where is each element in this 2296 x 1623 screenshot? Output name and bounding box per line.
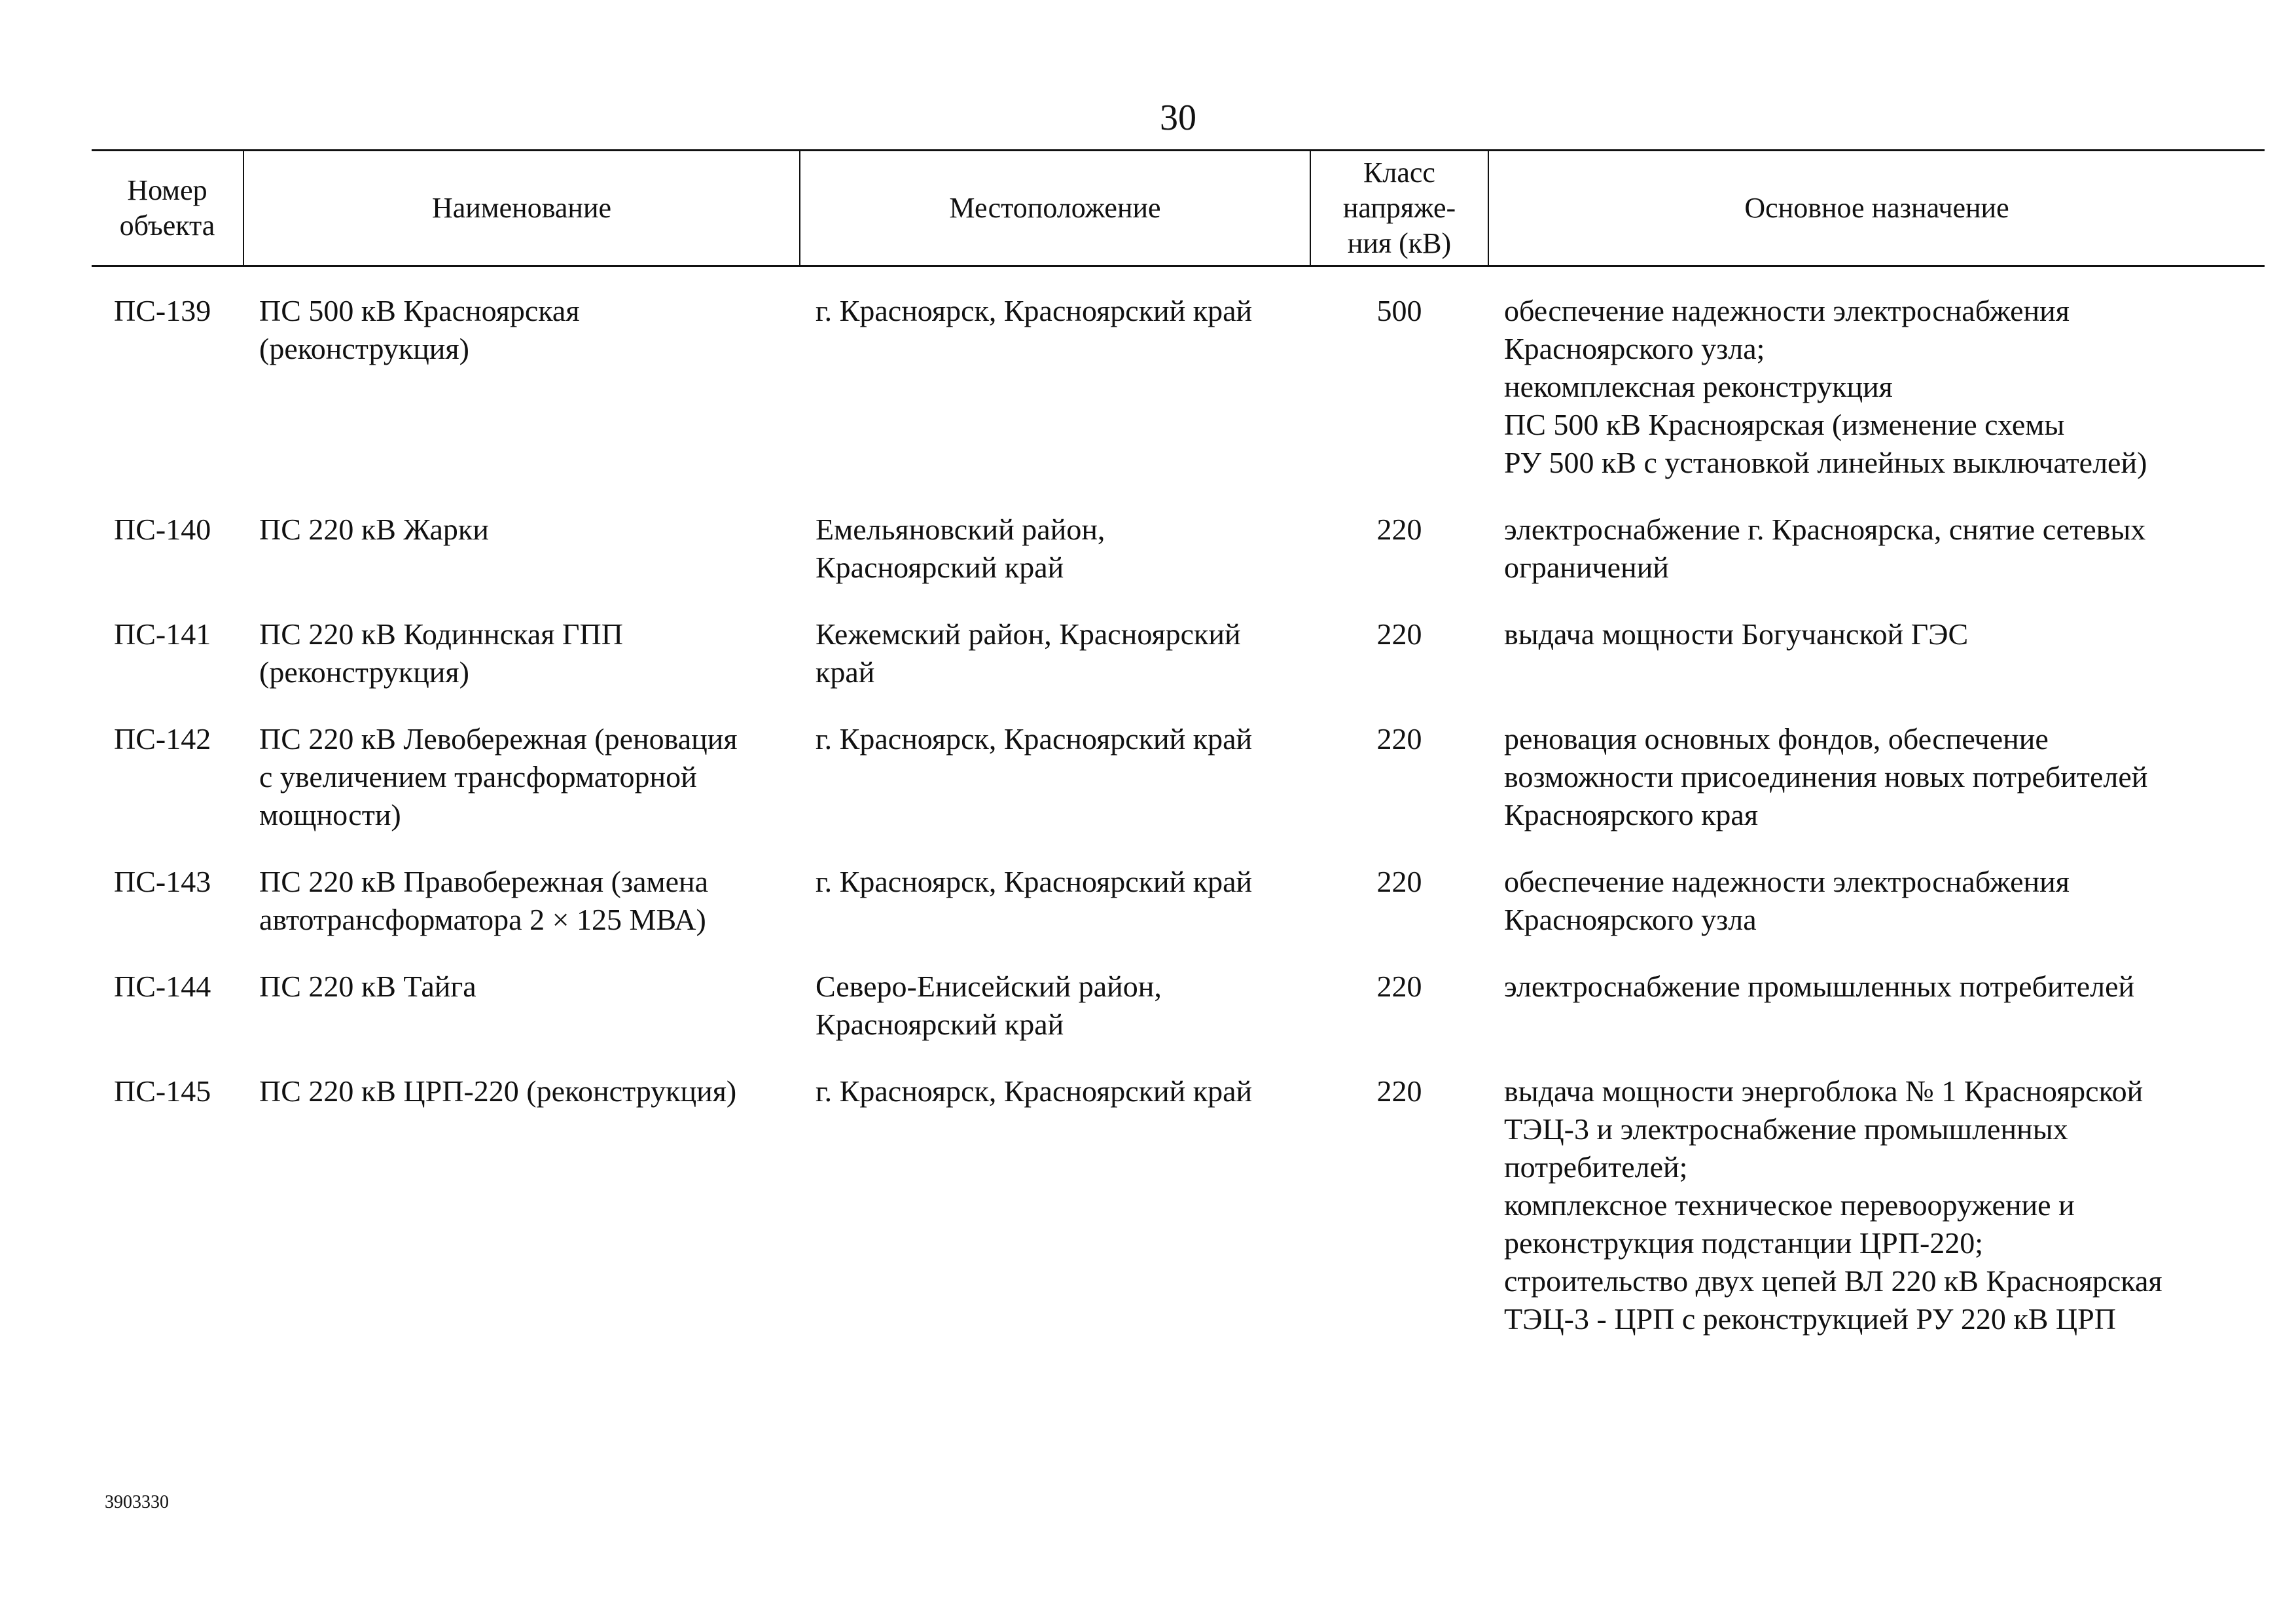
cell-number: ПС-144 bbox=[114, 970, 211, 1003]
cell-purpose-line: ПС 500 кВ Красноярская (изменение схемы bbox=[1504, 408, 2065, 441]
table-row bbox=[92, 968, 2265, 1072]
table-header bbox=[92, 151, 2265, 266]
cell-name bbox=[243, 720, 800, 863]
cell-purpose-line: реновация основных фондов, обеспечение bbox=[1504, 722, 2049, 756]
cell-name bbox=[243, 1072, 800, 1367]
cell-voltage: 220 bbox=[1376, 513, 1422, 546]
cell-purpose bbox=[1488, 511, 2265, 615]
document-code: 3903330 bbox=[105, 1492, 169, 1512]
cell-purpose-line: комплексное техническое перевооружение и bbox=[1504, 1188, 2075, 1222]
cell-location-line: Красноярский край bbox=[816, 1008, 1064, 1041]
cell-name-line: с увеличением трансформаторной bbox=[259, 760, 697, 793]
cell-number: ПС-141 bbox=[114, 617, 211, 651]
cell-location bbox=[800, 863, 1310, 968]
cell-purpose-line: Красноярского края bbox=[1504, 798, 1758, 831]
header-row bbox=[92, 151, 2265, 266]
cell-name-line: ПС 220 кВ Жарки bbox=[259, 513, 489, 546]
cell-number: ПС-145 bbox=[114, 1074, 211, 1108]
cell-name-line: ПС 220 кВ Кодиннская ГПП bbox=[259, 617, 623, 651]
cell-name-line: ПС 500 кВ Красноярская bbox=[259, 294, 580, 327]
header-voltage bbox=[1310, 151, 1488, 266]
table-row bbox=[92, 720, 2265, 863]
cell-voltage: 220 bbox=[1376, 970, 1422, 1003]
header-number-line-1: Номер bbox=[127, 174, 207, 206]
cell-purpose-line: Красноярского узла bbox=[1504, 903, 1757, 936]
table-row bbox=[92, 266, 2265, 511]
cell-purpose-line: выдача мощности энергоблока № 1 Красноярской bbox=[1504, 1074, 2144, 1108]
cell-purpose bbox=[1488, 615, 2265, 720]
table-row bbox=[92, 615, 2265, 720]
header-number-line-2: объекта bbox=[119, 210, 215, 242]
table-row bbox=[92, 1072, 2265, 1367]
page-number: 30 bbox=[1160, 98, 1196, 138]
header-name: Наименование bbox=[243, 151, 800, 266]
cell-purpose-line: ограничений bbox=[1504, 551, 1669, 584]
cell-name-line: ПС 220 кВ Правобережная (замена bbox=[259, 865, 709, 898]
table-row bbox=[92, 511, 2265, 615]
header-voltage-line-1: Класс bbox=[1363, 156, 1435, 189]
cell-location bbox=[800, 511, 1310, 615]
cell-number: ПС-139 bbox=[114, 294, 211, 327]
cell-number: ПС-142 bbox=[114, 722, 211, 756]
cell-purpose-line: некомплексная реконструкция bbox=[1504, 370, 1893, 403]
cell-purpose-line: ТЭЦ-3 - ЦРП с реконструкцией РУ 220 кВ ЦРП bbox=[1504, 1302, 2116, 1336]
cell-voltage: 220 bbox=[1376, 617, 1422, 651]
cell-location-line: г. Красноярск, Красноярский край bbox=[816, 1074, 1253, 1108]
cell-name bbox=[243, 863, 800, 968]
header-voltage-line-3: ния (кВ) bbox=[1347, 227, 1452, 259]
cell-location-line: Красноярский край bbox=[816, 551, 1064, 584]
cell-location-line: г. Красноярск, Красноярский край bbox=[816, 865, 1253, 898]
cell-location-line: Кежемский район, Красноярский bbox=[816, 617, 1241, 651]
cell-voltage: 220 bbox=[1376, 865, 1422, 898]
cell-purpose-line: обеспечение надежности электроснабжения bbox=[1504, 865, 2070, 898]
cell-number: ПС-140 bbox=[114, 513, 211, 546]
header-purpose: Основное назначение bbox=[1488, 151, 2265, 266]
cell-name-line: мощности) bbox=[259, 798, 401, 831]
cell-location bbox=[800, 266, 1310, 511]
cell-purpose-line: обеспечение надежности электроснабжения bbox=[1504, 294, 2070, 327]
cell-name-line: (реконструкция) bbox=[259, 332, 469, 365]
cell-voltage: 220 bbox=[1376, 722, 1422, 756]
header-voltage-line-2: напряже- bbox=[1342, 192, 1456, 224]
objects-table bbox=[92, 149, 2265, 1367]
cell-location bbox=[800, 968, 1310, 1072]
table-body bbox=[92, 266, 2265, 1368]
cell-name bbox=[243, 266, 800, 511]
cell-purpose bbox=[1488, 266, 2265, 511]
cell-purpose-line: электроснабжение г. Красноярска, снятие сетевых bbox=[1504, 513, 2146, 546]
cell-purpose-line: РУ 500 кВ с установкой линейных выключателей) bbox=[1504, 446, 2147, 479]
cell-name-line: ПС 220 кВ Тайга bbox=[259, 970, 476, 1003]
cell-purpose-line: строительство двух цепей ВЛ 220 кВ Красноярская bbox=[1504, 1264, 2162, 1298]
cell-purpose-line: ТЭЦ-3 и электроснабжение промышленных bbox=[1504, 1112, 2068, 1146]
cell-location bbox=[800, 615, 1310, 720]
cell-location bbox=[800, 1072, 1310, 1367]
cell-name-line: автотрансформатора 2 × 125 МВА) bbox=[259, 903, 706, 936]
cell-purpose-line: реконструкция подстанции ЦРП-220; bbox=[1504, 1226, 1984, 1260]
cell-location-line: г. Красноярск, Красноярский край bbox=[816, 294, 1253, 327]
cell-purpose-line: Красноярского узла; bbox=[1504, 332, 1765, 365]
table-row bbox=[92, 863, 2265, 968]
cell-location bbox=[800, 720, 1310, 863]
cell-voltage: 220 bbox=[1376, 1074, 1422, 1108]
cell-purpose-line: выдача мощности Богучанской ГЭС bbox=[1504, 617, 1969, 651]
cell-location-line: край bbox=[816, 655, 875, 689]
cell-name-line: ПС 220 кВ Левобережная (реновация bbox=[259, 722, 738, 756]
cell-purpose bbox=[1488, 1072, 2265, 1367]
cell-purpose-line: возможности присоединения новых потребителей bbox=[1504, 760, 2148, 793]
header-number bbox=[92, 151, 243, 266]
cell-location-line: Северо-Енисейский район, bbox=[816, 970, 1162, 1003]
cell-purpose bbox=[1488, 863, 2265, 968]
cell-number: ПС-143 bbox=[114, 865, 211, 898]
cell-purpose bbox=[1488, 720, 2265, 863]
cell-voltage: 500 bbox=[1376, 294, 1422, 327]
cell-location-line: г. Красноярск, Красноярский край bbox=[816, 722, 1253, 756]
cell-purpose bbox=[1488, 968, 2265, 1072]
cell-purpose-line: потребителей; bbox=[1504, 1150, 1688, 1184]
cell-name bbox=[243, 511, 800, 615]
cell-purpose-line: электроснабжение промышленных потребителей bbox=[1504, 970, 2135, 1003]
cell-name bbox=[243, 615, 800, 720]
cell-name bbox=[243, 968, 800, 1072]
objects-table-container bbox=[92, 149, 2265, 1367]
cell-name-line: (реконструкция) bbox=[259, 655, 469, 689]
header-location: Местоположение bbox=[800, 151, 1310, 266]
cell-location-line: Емельяновский район, bbox=[816, 513, 1105, 546]
cell-name-line: ПС 220 кВ ЦРП-220 (реконструкция) bbox=[259, 1074, 737, 1108]
